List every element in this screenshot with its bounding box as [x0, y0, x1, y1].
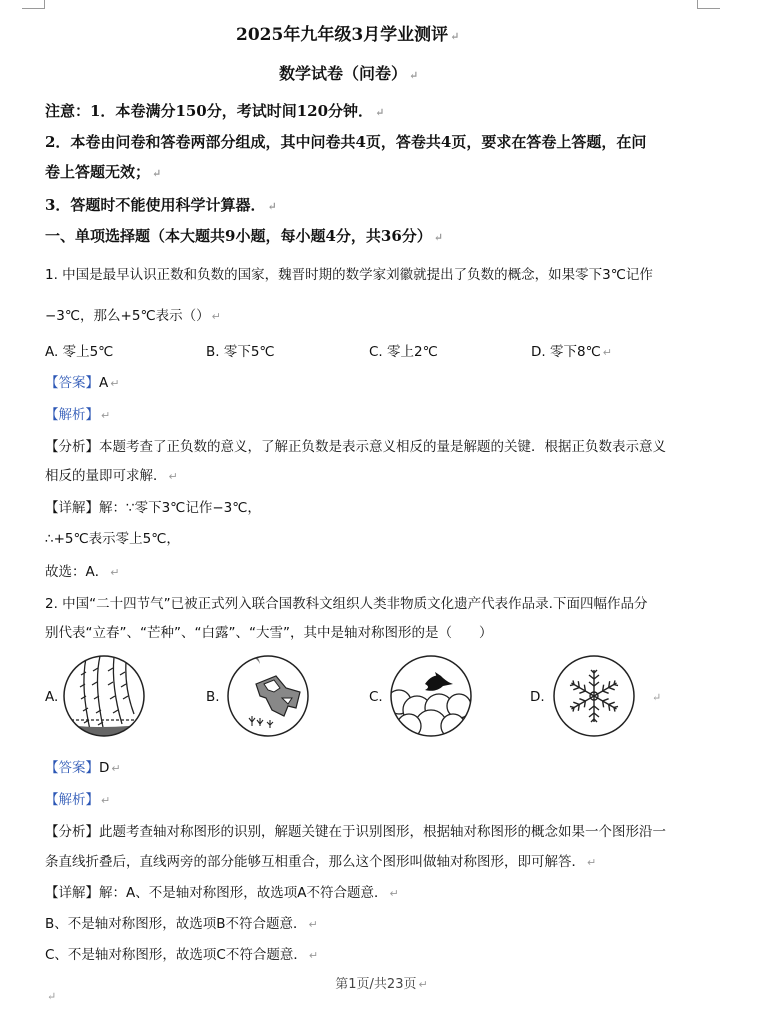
note-1: 注意：1．本卷满分150分，考试时间120分钟． ↵ — [45, 102, 385, 120]
figure-c-bailu — [389, 654, 473, 738]
figure-d-daxue — [552, 654, 636, 738]
note-2-cont: 卷上答题无效； ↵ — [45, 163, 162, 181]
q2-option-c-label: C. — [369, 689, 383, 705]
q2-option-a-label: A. — [45, 689, 59, 705]
q1-option-c: C. 零上2℃ — [369, 344, 438, 360]
q1-detail-line3: 故选：A． ↵ — [45, 564, 120, 580]
q1-option-a: A. 零上5℃ — [45, 344, 114, 360]
section-heading: 一、单项选择题（本大题共9小题，每小题4分，共36分） ↵ — [45, 227, 443, 245]
figure-a-lichun — [62, 654, 146, 738]
q1-stem-line1: 1. 中国是最早认识正数和负数的国家，魏晋时期的数学家刘徽就提出了负数的概念，如果零下3℃记作 — [45, 267, 653, 283]
q2-answer: 【答案】D ↵ — [45, 760, 121, 776]
page-footer: 第1页/共23页 ↵ — [335, 977, 428, 992]
q2-stem-line2: 别代表“立春”、“芒种”、“白露”、“大雪”，其中是轴对称图形的是（ ） — [45, 625, 493, 641]
crop-mark-right — [697, 0, 720, 9]
q1-stem-line2: −3℃，那么+5℃表示（） ↵ — [45, 308, 221, 324]
exam-title: 2025年九年级3月学业测评 ↵ — [236, 25, 460, 45]
q2-stem-line1: 2. 中国“二十四节气”已被正式列入联合国教科文组织人类非物质文化遗产代表作品录.下面四幅作品分 — [45, 596, 648, 612]
q1-option-b: B. 零下5℃ — [206, 344, 275, 360]
note-3: 3．答题时不能使用科学计算器． ↵ — [45, 196, 277, 214]
q2-option-b-label: B. — [206, 689, 220, 705]
crop-mark-left — [22, 0, 45, 9]
q1-detail-line2: ∴+5℃表示零上5℃， — [45, 531, 180, 547]
q2-options-end-mark: ↵ — [652, 691, 662, 704]
q1-detail-line1: 【详解】解：∵零下3℃记作−3℃， — [45, 500, 261, 516]
exam-subtitle: 数学试卷（问卷） ↵ — [279, 64, 419, 83]
q1-analysis-line1: 【分析】本题考查了正负数的意义，了解正负数是表示意义相反的量是解题的关键．根据正负数表示意义 — [45, 439, 666, 455]
figure-b-mangzhong — [226, 654, 310, 738]
q2-analysis-line1: 【分析】此题考查轴对称图形的识别，解题关键在于识别图形，根据轴对称图形的概念如果一个图形沿一 — [45, 824, 666, 840]
q2-option-d-label: D. — [530, 689, 545, 705]
q2-detail-line2: B、不是轴对称图形，故选项B不符合题意． ↵ — [45, 916, 318, 932]
q2-analysis-line2: 条直线折叠后，直线两旁的部分能够互相重合，那么这个图形叫做轴对称图形，即可解答． ↵ — [45, 854, 597, 870]
note-2: 2．本卷由问卷和答卷两部分组成，其中问卷共4页，答卷共4页，要求在答卷上答题，在问 — [45, 133, 647, 151]
q1-analysis-line2: 相反的量即可求解． ↵ — [45, 468, 178, 484]
q1-option-d: D. 零下8℃ ↵ — [531, 344, 612, 360]
q2-detail-line3: C、不是轴对称图形，故选项C不符合题意． ↵ — [45, 947, 319, 963]
q2-jiexi: 【解析】 ↵ — [45, 792, 111, 808]
q2-detail-line1: 【详解】解：A、不是轴对称图形，故选项A不符合题意． ↵ — [45, 885, 399, 901]
q1-jiexi: 【解析】 ↵ — [45, 407, 111, 423]
q1-answer: 【答案】A ↵ — [45, 375, 120, 391]
trailing-paragraph-mark: ↵ — [47, 990, 57, 1003]
